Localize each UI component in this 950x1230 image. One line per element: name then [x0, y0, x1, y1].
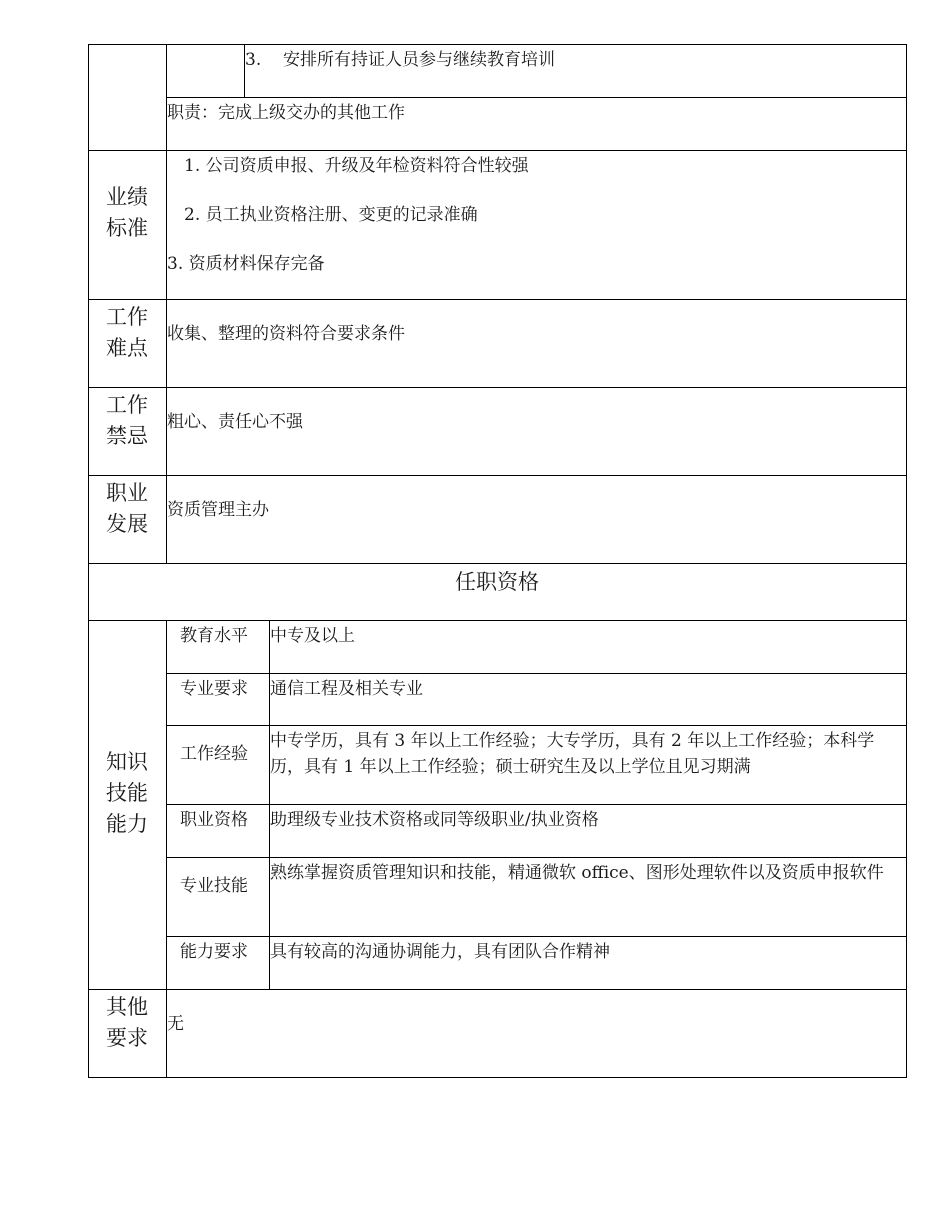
taboo-label: 工作 禁忌: [106, 393, 148, 448]
duty-other: 职责：完成上级交办的其他工作: [167, 103, 405, 123]
row-divider: [166, 804, 906, 805]
qualification-name: 教育水平: [180, 626, 248, 646]
row-divider: [166, 97, 906, 98]
other-label: 其他 要求: [106, 995, 148, 1050]
knowledge-label: 知识 技能 能力: [106, 750, 148, 836]
table-border-right: [906, 44, 907, 1078]
duty-item-number: 3.: [245, 50, 262, 70]
qualification-name: 专业要求: [180, 679, 248, 699]
qualification-value: 通信工程及相关专业: [270, 679, 423, 699]
row-divider: [88, 563, 906, 564]
performance-item: 2. 员工执业资格注册、变更的记录准确: [184, 205, 478, 225]
other-text: 无: [167, 1014, 184, 1034]
row-divider: [166, 936, 906, 937]
difficulty-text: 收集、整理的资料符合要求条件: [167, 324, 405, 344]
qualification-value: 中专及以上: [270, 626, 355, 646]
table-border-bottom: [88, 1077, 906, 1078]
duty-item-text: 安排所有持证人员参与继续教育培训: [283, 50, 555, 70]
performance-item: 1. 公司资质申报、升级及年检资料符合性较强: [184, 156, 529, 176]
qualification-value: 助理级专业技术资格或同等级职业/执业资格: [270, 810, 599, 830]
qualification-name: 能力要求: [180, 942, 248, 962]
row-divider: [88, 620, 906, 621]
difficulty-label: 工作 难点: [106, 305, 148, 360]
row-divider: [166, 673, 906, 674]
career-label: 职业 发展: [106, 481, 148, 536]
row-divider: [166, 857, 906, 858]
table-border-top: [88, 44, 906, 45]
performance-item: 3. 资质材料保存完备: [167, 254, 325, 274]
qualification-name: 工作经验: [180, 744, 248, 764]
qualification-name: 职业资格: [180, 810, 248, 830]
qualification-value: 中专学历，具有 3 年以上工作经验；大专学历，具有 2 年以上工作经验；本科学历，具有 1 年以上工作经验；硕士研究生及以上学位且见习期满: [270, 731, 875, 777]
row-divider: [88, 299, 906, 300]
qualification-name: 专业技能: [180, 876, 248, 896]
row-divider: [88, 475, 906, 476]
row-divider: [88, 989, 906, 990]
qualifications-title: 任职资格: [455, 570, 539, 594]
career-text: 资质管理主办: [167, 500, 269, 520]
row-divider: [88, 150, 906, 151]
qualification-value: 熟练掌握资质管理知识和技能，精通微软 office、图形处理软件以及资质申报软件: [270, 863, 884, 883]
performance-label: 业绩 标准: [106, 185, 148, 240]
row-divider: [166, 725, 906, 726]
taboo-text: 粗心、责任心不强: [167, 412, 303, 432]
qualification-value: 具有较高的沟通协调能力，具有团队合作精神: [270, 942, 610, 962]
row-divider: [88, 387, 906, 388]
